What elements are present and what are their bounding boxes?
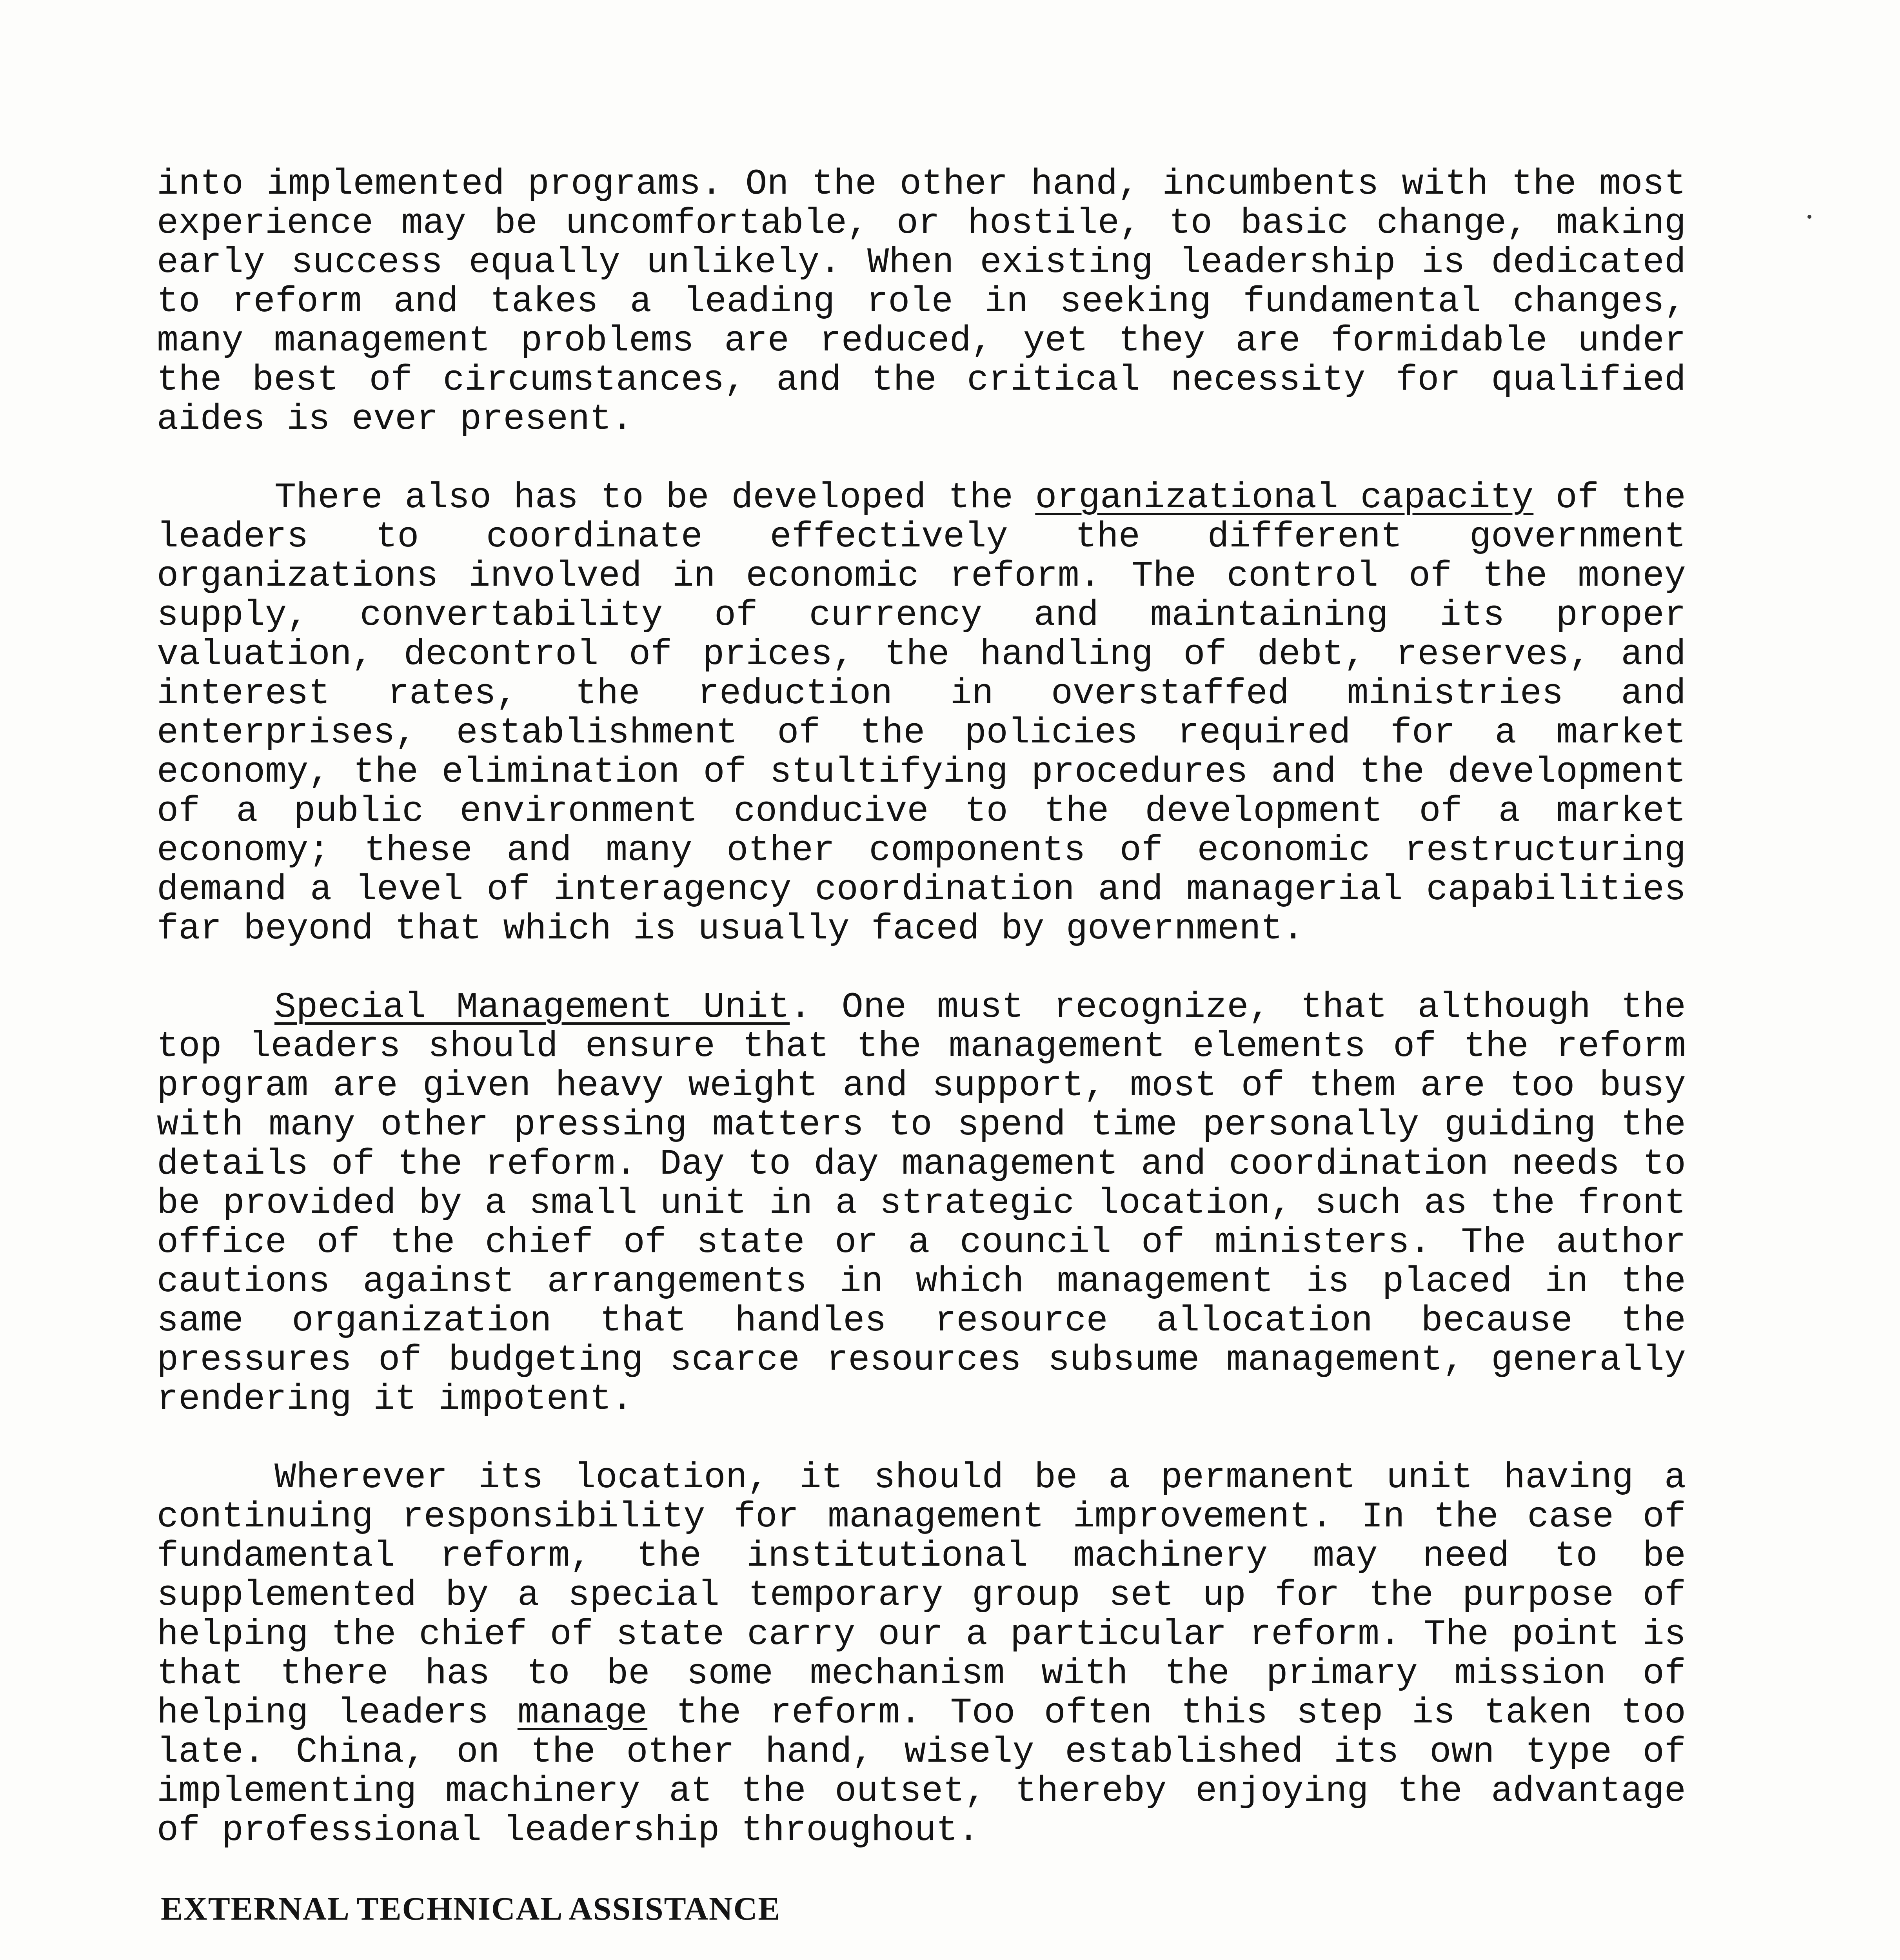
paragraph-incumbents: into implemented programs. On the other hand, incumbents with the most experience may be uncomfortable, or hostile, to basic change, making early success equally unlikely. When existing leadership is dedicated to reform and takes a leading role in seeking fundamental changes, many management problems are reduced, yet they are formidable under the best of circumstances, and the critical necessity for qualified aides is ever present. (157, 163, 1686, 440)
underlined-term-manage: manage (517, 1692, 648, 1733)
underlined-term-special-management-unit: Special Management Unit (274, 987, 790, 1028)
paragraph-rest-text: the reform. Too often this step is taken too late. China, on the other hand, wisely established its own type of implementing machinery at the outset, thereby enjoying the advantage of professional leadership throughout. (157, 1692, 1686, 1851)
paragraph-permanent-unit (157, 1458, 1686, 1850)
paragraph-rest-text: of the leaders to coordinate effectively the different government organizations involved in economic reform. The control of the money supply, convertability of currency and maintaining its proper valuation, decontrol of prices, the handling of debt, reserves, and interest rates, the reduction in overstaffed ministries and enterprises, establishment of the policies required for a market economy, the elimination of stultifying procedures and the development of a public environment conducive to the development of a market economy; these and many other components of economic restructuring demand a level of interagency coordination and managerial capabilities far beyond that which is usually faced by government. (157, 477, 1686, 949)
page-body (157, 165, 1686, 1960)
section-heading: EXTERNAL TECHNICAL ASSISTANCE (161, 1891, 781, 1927)
paragraph-lead-text: There also has to be developed the (274, 477, 1035, 518)
scan-speck (1807, 215, 1811, 219)
paragraph-rest-text: . One must recognize, that although the top leaders should ensure that the management elements of the reform program are given heavy weight and support, most of them are too busy with many other pressing matters to spend time personally guiding the details of the reform. Day to day management and coordination needs to be provided by a small unit in a strategic location, such as the front office of the chief of state or a council of ministers. The author cautions against arrangements in which management is placed in the same organization that handles resource allocation because the pressures of budgeting scarce resources subsume management, generally rendering it impotent. (157, 987, 1686, 1420)
paragraph-special-management-unit (157, 988, 1686, 1419)
underlined-term-organizational-capacity: organizational capacity (1035, 477, 1534, 518)
paragraph-lead-text: Wherever its location, it should be a permanent unit having a continuing responsibility for management improvement. In the case of fundamental reform, the institutional machinery may need to be supplemented by a special temporary group set up for the purpose of helping the chief of state carry our a particular reform. The point is that there has to be some mechanism with the primary mission of helping leaders (157, 1457, 1686, 1733)
paragraph-organizational-capacity (157, 478, 1686, 949)
